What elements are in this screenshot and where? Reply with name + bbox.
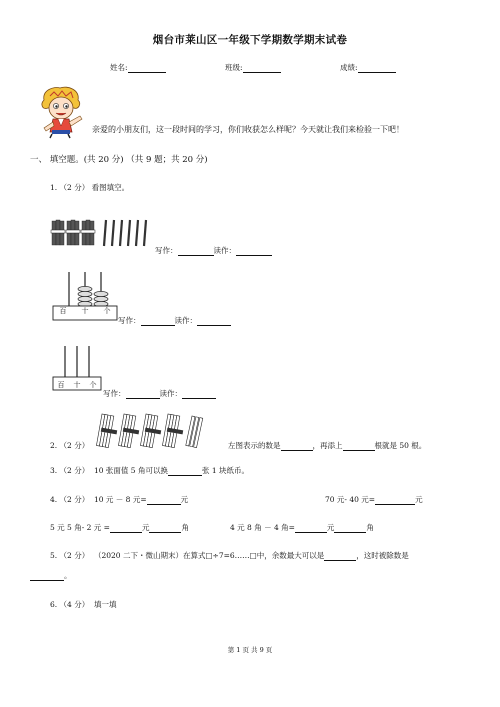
q1-stem: 1. （2 分） 看图填空。 (50, 183, 130, 192)
read-blank[interactable] (236, 247, 272, 256)
q5-number: 5. （2 分） (50, 551, 90, 560)
q4-expr-c: 5 元 5 角- 2 元 = (50, 523, 110, 532)
name-blank[interactable] (128, 64, 166, 73)
abacus-2-labels (53, 380, 101, 390)
q4-blank-c1[interactable] (110, 524, 142, 533)
q2-text-a: 左图表示的数是 (228, 441, 281, 450)
read-label: 读作： (159, 389, 182, 398)
greeting-text: 亲爱的小朋友们，这一段时间的学习，你们收获怎么样呢？今天就让我们来检验一下吧！ (92, 125, 404, 134)
q4-line-1 (50, 494, 188, 505)
q4-unit-a: 元 (180, 495, 189, 504)
class-label: 班级: (225, 63, 243, 72)
q4-expr-d: 4 元 8 角 － 4 角= (230, 523, 295, 532)
write-blank[interactable] (178, 247, 214, 256)
class-field (225, 62, 281, 73)
q5-blank-2[interactable] (30, 572, 64, 581)
class-blank[interactable] (243, 64, 281, 73)
write-label: 写作： (118, 316, 141, 325)
hundreds-label: 百 (57, 381, 65, 389)
q4-line-2 (50, 522, 189, 533)
abacus-1-labels (52, 306, 118, 316)
q4-blank-d1[interactable] (295, 524, 327, 533)
q4-mid-d: 元 (326, 523, 335, 532)
q4-line-1b (325, 494, 423, 505)
q4-blank-d2[interactable] (334, 524, 366, 533)
q6-line (50, 599, 116, 610)
stick-bundles-image (50, 218, 156, 248)
q2-text-b: ，再添上 (312, 441, 343, 450)
q3-text-a: 10 张面值 5 角可以换 (93, 466, 168, 475)
q4-expr-b: 70 元- 40 元= (325, 495, 376, 504)
q4-blank-b[interactable] (375, 496, 415, 505)
score-blank[interactable] (358, 64, 396, 73)
write-blank[interactable] (141, 317, 175, 326)
q5-text-c: 。 (64, 571, 72, 580)
q4-expr-a: 10 元 － 8 元= (93, 495, 147, 504)
write-label: 写作： (103, 389, 126, 398)
q4-blank-c2[interactable] (149, 524, 181, 533)
write-blank[interactable] (126, 390, 160, 399)
q1-answer-line-2 (118, 315, 231, 326)
q4-unit-d: 角 (366, 523, 374, 532)
q5-blank-1[interactable] (324, 552, 356, 561)
q5-text-a: （2020 二下・微山期末）在算式□÷7=6……□中，余数最大可以是 (93, 551, 325, 560)
write-label: 写作： (155, 246, 178, 255)
tens-label: 十 (81, 307, 89, 315)
name-label: 姓名: (110, 63, 128, 72)
q5-text-b: ，这时被除数是 (356, 551, 409, 560)
q2-text (228, 440, 426, 451)
score-field (340, 62, 396, 73)
read-label: 读作： (174, 316, 197, 325)
q3-text-b: 张 1 块纸币。 (201, 466, 249, 475)
ones-label: 个 (103, 307, 111, 315)
hundreds-label: 百 (59, 307, 67, 315)
q3-number: 3. （2 分） (50, 466, 90, 475)
q2-number: 2. （2 分） (50, 441, 90, 450)
q5-line-2 (30, 570, 72, 581)
q3-line (50, 465, 249, 476)
q4-line-2b (230, 522, 374, 533)
q2-blank-2[interactable] (343, 442, 375, 451)
page-title: 烟台市莱山区一年级下学期数学期末试卷 (152, 34, 348, 46)
q6-number: 6. （4 分） (50, 600, 90, 609)
q3-blank[interactable] (168, 467, 202, 476)
read-blank[interactable] (197, 317, 231, 326)
section-heading: 一、 填空题。(共 20 分) （共 9 题；共 20 分) (30, 155, 208, 165)
q5-line-1 (50, 550, 409, 561)
q1-answer-line-1 (155, 245, 272, 256)
stick-bundles-image (98, 412, 214, 450)
q1-answer-line-3 (103, 388, 216, 399)
mascot-illustration (38, 86, 84, 138)
q2-blank-1[interactable] (281, 442, 313, 451)
q2-text-c: 根就是 50 根。 (374, 441, 427, 450)
tens-label: 十 (73, 381, 81, 389)
page-footer: 第 1 页 共 9 页 (227, 646, 273, 654)
read-blank[interactable] (182, 390, 216, 399)
read-label: 读作： (213, 246, 236, 255)
ones-label: 个 (89, 381, 97, 389)
q4-number: 4. （2 分） (50, 495, 90, 504)
q4-unit-b: 元 (415, 495, 423, 504)
q4-unit-c: 角 (181, 523, 189, 532)
score-label: 成绩: (340, 63, 358, 72)
name-field (110, 62, 166, 73)
q4-blank-a[interactable] (147, 496, 181, 505)
q6-text: 填一填 (93, 600, 117, 609)
q4-mid-c: 元 (141, 523, 150, 532)
